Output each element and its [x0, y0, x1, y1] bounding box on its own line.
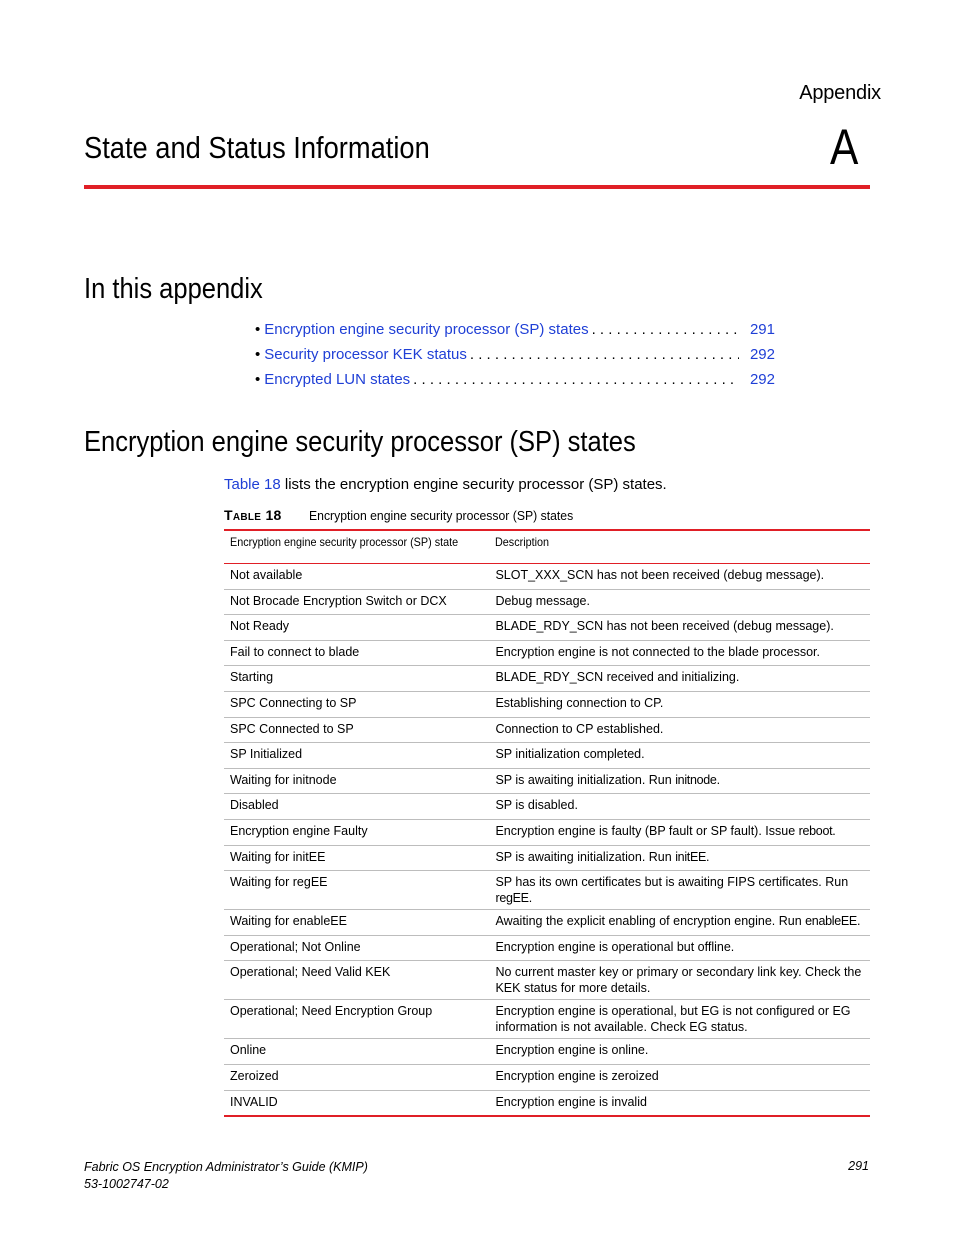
state-cell: Online	[224, 1039, 489, 1065]
sp-states-table	[224, 529, 870, 1117]
state-cell: Waiting for initnode	[224, 768, 489, 794]
footer-page-number: 291	[848, 1159, 869, 1173]
description-text: Encryption engine is operational, but EG is not configured or EG information is not available. Check EG status.	[495, 1004, 851, 1035]
table-row	[224, 1039, 870, 1065]
table-row	[224, 819, 870, 845]
description-punctuation: .	[706, 849, 710, 864]
state-cell: Fail to connect to blade	[224, 640, 489, 666]
description-cell	[489, 640, 870, 666]
state-cell: Operational; Need Valid KEK	[224, 961, 489, 1000]
description-text: SP has its own certificates but is awaiting FIPS certificates. Run	[495, 875, 849, 890]
bullet-icon: •	[255, 346, 261, 363]
description-cell	[489, 819, 870, 845]
appendix-label: Appendix	[799, 82, 881, 104]
description-cell	[489, 717, 870, 743]
command-name: regEE	[495, 891, 529, 906]
state-cell: Disabled	[224, 794, 489, 820]
state-cell: Operational; Need Encryption Group	[224, 1000, 489, 1039]
table-row	[224, 1064, 870, 1090]
description-text: Debug message.	[495, 593, 590, 608]
table-row	[224, 743, 870, 769]
description-cell	[489, 910, 870, 936]
footer-doc-title: Fabric OS Encryption Administrator’s Guide (KMIP)	[84, 1160, 368, 1174]
state-cell: SPC Connected to SP	[224, 717, 489, 743]
description-cell	[489, 935, 870, 961]
description-cell	[489, 1064, 870, 1090]
description-text: Encryption engine is operational but offline.	[495, 939, 735, 954]
toc-link[interactable]: Security processor KEK status	[264, 346, 467, 363]
description-text: SLOT_XXX_SCN has not been received (debug message).	[495, 568, 825, 582]
table-row	[224, 961, 870, 1000]
state-cell: Not Ready	[224, 615, 489, 641]
state-cell: Waiting for enableEE	[224, 910, 489, 936]
sp-states-heading: Encryption engine security processor (SP) states	[84, 426, 636, 458]
table-row	[224, 845, 870, 871]
toc-link[interactable]: Encrypted LUN states	[264, 371, 411, 388]
state-cell: Not Brocade Encryption Switch or DCX	[224, 589, 489, 615]
table-row	[224, 1090, 870, 1116]
description-text: No current master key or primary or secondary link key. Check the KEK status for more details.	[495, 965, 862, 996]
description-text: SP is disabled.	[495, 798, 578, 813]
description-punctuation: .	[832, 823, 836, 838]
description-cell	[489, 691, 870, 717]
toc-item[interactable]	[255, 371, 775, 396]
column-header: Encryption engine security processor (SP) state	[224, 530, 489, 564]
description-punctuation: .	[856, 914, 861, 929]
bullet-icon: •	[255, 371, 261, 388]
description-text: Awaiting the explicit enabling of encryption engine. Run	[495, 914, 806, 929]
table-row	[224, 871, 870, 910]
description-cell	[489, 794, 870, 820]
intro-text: lists the encryption engine security processor (SP) states.	[280, 476, 667, 493]
chapter-title: State and Status Information	[84, 130, 430, 165]
toc-page-link[interactable]: 291	[749, 321, 775, 338]
command-name: initnode	[675, 772, 717, 787]
table-reference-link[interactable]: Table 18	[224, 476, 281, 493]
toc-item[interactable]	[255, 346, 775, 371]
description-cell	[489, 768, 870, 794]
toc-leader-dots	[413, 371, 739, 388]
state-cell: Waiting for initEE	[224, 845, 489, 871]
state-cell: Operational; Not Online	[224, 935, 489, 961]
description-text: Encryption engine is faulty (BP fault or SP fault). Issue	[495, 823, 799, 838]
table-title: Encryption engine security processor (SP) states	[309, 508, 574, 523]
description-text: Encryption engine is not connected to the blade processor.	[495, 644, 820, 659]
toc-leader-dots	[470, 346, 739, 363]
state-cell: INVALID	[224, 1090, 489, 1116]
table-row	[224, 640, 870, 666]
description-cell	[489, 871, 870, 910]
table-row	[224, 564, 870, 590]
bullet-icon: •	[255, 321, 261, 338]
table-row	[224, 589, 870, 615]
chapter-letter: A	[829, 119, 858, 175]
table-row	[224, 794, 870, 820]
command-name: reboot	[798, 823, 833, 838]
description-cell	[489, 564, 870, 590]
table-row	[224, 691, 870, 717]
table-caption	[224, 507, 574, 523]
description-cell	[489, 961, 870, 1000]
footer-doc-number: 53-1002747-02	[84, 1177, 169, 1191]
description-cell	[489, 845, 870, 871]
state-cell: Starting	[224, 666, 489, 692]
intro-paragraph	[224, 476, 667, 493]
state-cell: Encryption engine Faulty	[224, 819, 489, 845]
command-name: initEE	[675, 849, 707, 864]
state-cell: SPC Connecting to SP	[224, 691, 489, 717]
table-row	[224, 935, 870, 961]
table-row	[224, 1000, 870, 1039]
table-row	[224, 666, 870, 692]
description-cell	[489, 615, 870, 641]
description-cell	[489, 666, 870, 692]
table-header-row	[224, 530, 870, 564]
description-text: BLADE_RDY_SCN has not been received (debug message).	[495, 619, 834, 634]
toc-leader-dots	[592, 321, 739, 338]
table-row	[224, 768, 870, 794]
title-rule	[84, 185, 870, 189]
description-text: Encryption engine is online.	[495, 1043, 649, 1058]
description-punctuation: .	[716, 772, 721, 787]
description-cell	[489, 1000, 870, 1039]
description-text: SP initialization completed.	[495, 747, 645, 762]
toc-link[interactable]: Encryption engine security processor (SP) states	[264, 321, 589, 338]
description-text: Encryption engine is invalid	[495, 1094, 647, 1109]
table-label: Table 18	[224, 507, 282, 523]
table-row	[224, 615, 870, 641]
state-cell: SP Initialized	[224, 743, 489, 769]
state-cell: Not available	[224, 564, 489, 590]
description-punctuation: .	[528, 891, 533, 906]
command-name: enableEE	[805, 914, 857, 929]
table-row	[224, 717, 870, 743]
description-cell	[489, 1039, 870, 1065]
table-row	[224, 910, 870, 936]
appendix-toc	[255, 321, 775, 396]
toc-page-link[interactable]: 292	[749, 346, 775, 363]
toc-page-link[interactable]: 292	[749, 371, 775, 388]
description-text: Encryption engine is zeroized	[495, 1068, 659, 1083]
description-text: BLADE_RDY_SCN received and initializing.	[495, 670, 740, 685]
description-text: Establishing connection to CP.	[495, 695, 664, 710]
description-cell	[489, 1090, 870, 1116]
column-header: Description	[489, 530, 870, 564]
toc-item[interactable]	[255, 321, 775, 346]
state-cell: Waiting for regEE	[224, 871, 489, 910]
in-this-appendix-heading: In this appendix	[84, 273, 263, 305]
description-text: SP is awaiting initialization. Run	[495, 772, 676, 787]
state-cell: Zeroized	[224, 1064, 489, 1090]
description-cell	[489, 589, 870, 615]
description-text: Connection to CP established.	[495, 721, 664, 736]
description-text: SP is awaiting initialization. Run	[495, 849, 676, 864]
description-cell	[489, 743, 870, 769]
footer-doc-info	[84, 1159, 368, 1193]
